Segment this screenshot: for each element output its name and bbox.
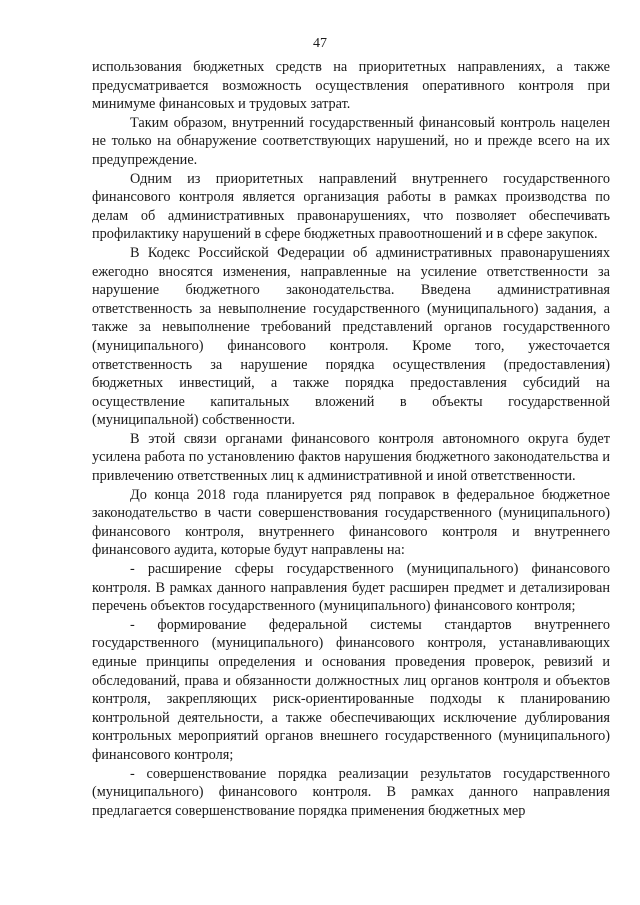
paragraph: Таким образом, внутренний государственный финансовый контроль нацелен не только на обнаружение соответствующих нарушений, но и прежде всего на их предупреждение. [92, 114, 610, 168]
paragraph: До конца 2018 года планируется ряд поправок в федеральное бюджетное законодательство в части совершенствования государственного (муниципального) финансового контроля, внутреннего финансового контроля и внутреннего финансового аудита, которые будут направлены на: [92, 486, 610, 559]
list-item: - формирование федеральной системы стандартов внутреннего государственного (муниципального) финансового контроля, устанавливающих единые принципы определения и основания проведения проверок, ревизий и обследований, права и обязанности должностных лиц органов контроля и объектов контроля, закрепляющих риск-ориентированные подходы к планированию контрольной деятельности, а также обеспечивающих исключение дублирования контрольных мероприятий органов внешнего государственного (муниципального) финансового контроля; [92, 616, 610, 763]
paragraph: В Кодекс Российской Федерации об административных правонарушениях ежегодно вносятся изменения, направленные на усиление ответственности за нарушение бюджетного законодательства. Введена административная ответственность за невыполнение государственного (муниципального) задания, а также за невыполнение требований представлений органов государственного (муниципального) финансового контроля. Кроме того, ужесточается ответственность за нарушение порядка осуществления (предоставления) бюджетных инвестиций, а также порядка предоставления субсидий на осуществление капитальных вложений в объекты государственной (муниципальной) собственности. [92, 244, 610, 429]
paragraph: использования бюджетных средств на приоритетных направлениях, а также предусматривается возможность осуществления оперативного контроля при минимуме финансовых и трудовых затрат. [92, 59, 610, 113]
paragraph: Одним из приоритетных направлений внутреннего государственного финансового контроля является организация работы в рамках производства по делам об административных правонарушениях, что позволяет обеспечивать профилактику нарушений в сфере бюджетных правоотношений и в сфере закупок. [92, 170, 610, 243]
list-item: - совершенствование порядка реализации результатов государственного (муниципального) финансового контроля. В рамках данного направления предлагается совершенствование порядка применения бюджетных мер [92, 765, 610, 819]
page-number: 47 [313, 36, 327, 51]
body-text [92, 58, 610, 820]
paragraph: В этой связи органами финансового контроля автономного округа будет усилена работа по установлению фактов нарушения бюджетного законодательства и привлечению ответственных лиц к административной и иной ответственности. [92, 430, 610, 485]
list-item: - расширение сферы государственного (муниципального) финансового контроля. В рамках данного направления будет расширен предмет и детализирован перечень объектов государственного (муниципального) финансового контроля; [92, 561, 610, 615]
